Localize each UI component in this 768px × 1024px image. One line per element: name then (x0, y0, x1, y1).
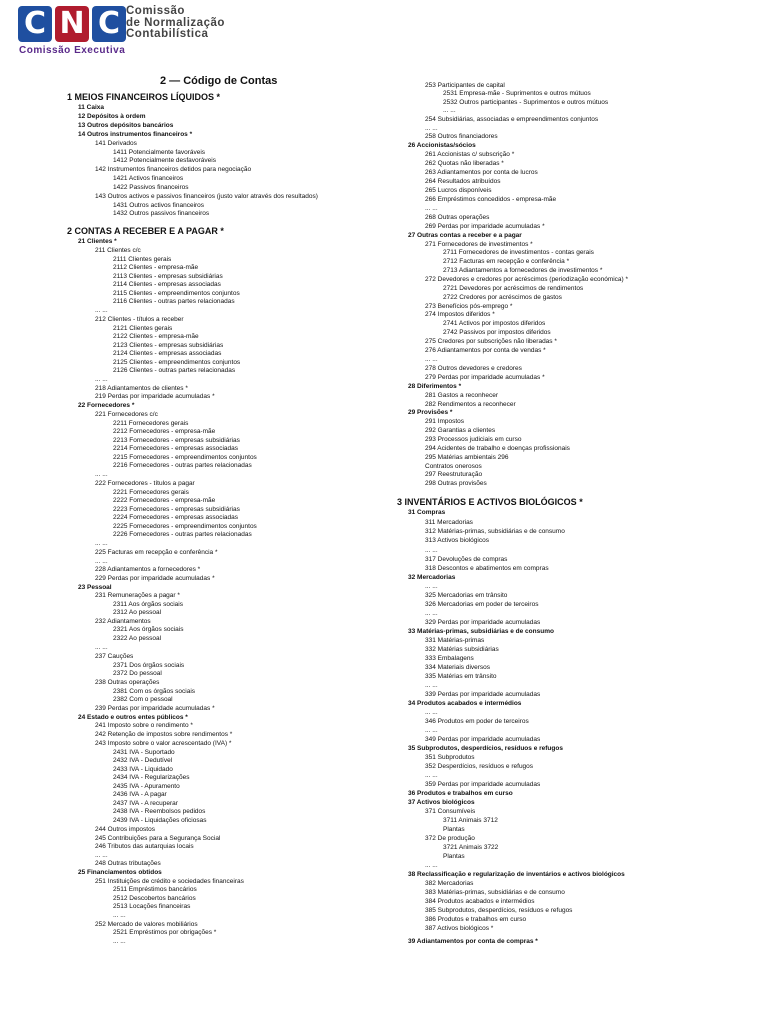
account-item: 2122 Clientes - empresa-mãe (113, 333, 199, 340)
account-item: 244 Outros impostos (95, 826, 155, 833)
account-item: 143 Outros activos e passivos financeiros (justo valor através dos resultados) (95, 193, 318, 200)
account-heading: 34 Produtos acabados e intermédios (408, 700, 522, 707)
account-item: ... ... (113, 912, 126, 919)
account-item: 1431 Outros activos financeiros (113, 202, 205, 209)
account-item: 325 Mercadorias em trânsito (425, 592, 508, 599)
account-item: 253 Participantes de capital (425, 82, 505, 89)
account-item: ... ... (425, 682, 438, 689)
account-item: ... ... (443, 107, 456, 114)
account-item: 212 Clientes - títulos a receber (95, 316, 184, 323)
logo-letters (18, 6, 126, 42)
account-item: ... ... (95, 307, 108, 314)
cnc-logo (18, 6, 258, 54)
account-item: 278 Outros devedores e credores (425, 365, 522, 372)
account-item: 294 Acidentes de trabalho e doenças profissionais (425, 445, 570, 452)
account-item: 238 Outras operações (95, 679, 160, 686)
account-heading: 36 Produtos e trabalhos em curso (408, 790, 513, 797)
account-item: 243 Imposto sobre o valor acrescentado (IVA) * (95, 740, 232, 747)
account-item: 2214 Fornecedores - empresas associadas (113, 445, 239, 452)
account-item: 2111 Clientes gerais (113, 256, 172, 263)
account-item: 351 Subprodutos (425, 754, 475, 761)
account-item: 2114 Clientes - empresas associadas (113, 281, 221, 288)
account-item: 275 Credores por subscrições não liberadas * (425, 338, 557, 345)
account-item: 334 Materiais diversos (425, 664, 491, 671)
account-item: 2438 IVA - Reembolsos pedidos (113, 808, 206, 815)
account-item: ... ... (95, 471, 108, 478)
account-item: 265 Lucros disponíveis (425, 187, 492, 194)
account-heading: 39 Adiantamentos por conta de compras * (408, 938, 538, 945)
account-item: 222 Fornecedores - títulos a pagar (95, 480, 195, 487)
account-item: 2371 Dos órgãos sociais (113, 662, 185, 669)
account-item: 2212 Fornecedores - empresa-mãe (113, 428, 216, 435)
account-item: 2532 Outros participantes - Suprimentos e outros mútuos (443, 99, 609, 106)
account-item: ... ... (425, 727, 438, 734)
account-heading: 21 Clientes * (78, 238, 117, 245)
org-name (126, 6, 225, 41)
account-item: 329 Perdas por imparidade acumuladas (425, 619, 541, 626)
account-item: Plantas (443, 853, 465, 860)
account-heading: 28 Diferimentos * (408, 383, 462, 390)
account-heading: 23 Pessoal (78, 584, 112, 591)
account-heading: 37 Activos biológicos (408, 799, 475, 806)
account-item: 2116 Clientes - outras partes relacionadas (113, 298, 235, 305)
account-heading: 27 Outras contas a receber e a pagar (408, 232, 522, 239)
account-item: 246 Tributos das autarquias locais (95, 843, 194, 850)
account-item: ... ... (425, 709, 438, 716)
account-item: 237 Cauções (95, 653, 134, 660)
account-item: 2742 Passivos por impostos diferidos (443, 329, 551, 336)
account-heading: 22 Fornecedores * (78, 402, 135, 409)
account-item: ... ... (425, 610, 438, 617)
account-item: 349 Perdas por imparidade acumuladas (425, 736, 541, 743)
account-item: 2311 Aos órgãos sociais (113, 601, 183, 608)
account-item: 2435 IVA - Apuramento (113, 783, 180, 790)
account-item: 359 Perdas por imparidade acumuladas (425, 781, 541, 788)
account-item: 2439 IVA - Liquidações oficiosas (113, 817, 207, 824)
account-item: 311 Mercadorias (425, 519, 473, 526)
account-item: 261 Accionistas c/ subscrição * (425, 151, 515, 158)
account-heading: 33 Matérias-primas, subsidiárias e de consumo (408, 628, 554, 635)
account-item: 239 Perdas por imparidade acumuladas * (95, 705, 215, 712)
account-item: ... ... (425, 772, 438, 779)
account-item: 298 Outras provisões (425, 480, 487, 487)
account-item: 295 Matérias ambientais 296 (425, 454, 509, 461)
account-item: 2126 Clientes - outras partes relacionadas (113, 367, 236, 374)
account-item: 1422 Passivos financeiros (113, 184, 189, 191)
account-heading: 32 Mercadorias (408, 574, 456, 581)
account-item: 2215 Fornecedores - empreendimentos conjuntos (113, 454, 257, 461)
account-item: 2712 Facturas em recepção e conferência * (443, 258, 570, 265)
account-item: ... ... (425, 583, 438, 590)
account-item: 273 Benefícios pós-emprego * (425, 303, 513, 310)
account-item: 274 Impostos diferidos * (425, 311, 495, 318)
account-item: 371 Consumíveis (425, 808, 476, 815)
account-heading: 31 Compras (408, 509, 446, 516)
account-item: 317 Devoluções de compras (425, 556, 508, 563)
account-item: 3721 Animais 3722 (443, 844, 499, 851)
account-item: 2433 IVA - Liquidado (113, 766, 173, 773)
account-item: 383 Matérias-primas, subsidiárias e de consumo (425, 889, 565, 896)
account-item: 211 Clientes c/c (95, 247, 141, 254)
account-item: 2211 Fornecedores gerais (113, 420, 189, 427)
account-item: 2713 Adiantamentos a fornecedores de investimentos * (443, 267, 603, 274)
account-item: 282 Rendimentos a reconhecer (425, 401, 516, 408)
account-item: 2722 Credores por acréscimos de gastos (443, 294, 562, 301)
account-item: 335 Matérias em trânsito (425, 673, 497, 680)
account-item: 2436 IVA - A pagar (113, 791, 167, 798)
account-item: 264 Resultados atribuídos (425, 178, 501, 185)
account-item: 2432 IVA - Dedutível (113, 757, 173, 764)
account-heading: 1 MEIOS FINANCEIROS LÍQUIDOS * (67, 92, 221, 102)
account-item: 2222 Fornecedores - empresa-mãe (113, 497, 216, 504)
account-item: ... ... (113, 938, 126, 945)
account-item: ... ... (425, 547, 438, 554)
account-item: 333 Embalagens (425, 655, 474, 662)
account-heading: 13 Outros depósitos bancários (78, 122, 174, 129)
account-item: 2711 Fornecedores de investimentos - contas gerais (443, 249, 594, 256)
account-item: ... ... (95, 852, 108, 859)
account-item: 252 Mercado de valores mobiliários (95, 921, 198, 928)
account-item: 339 Perdas por imparidade acumuladas (425, 691, 541, 698)
account-item: 258 Outros financiadores (425, 133, 498, 140)
account-item: 241 Imposto sobre o rendimento * (95, 722, 193, 729)
account-item: 263 Adiantamentos por conta de lucros (425, 169, 538, 176)
account-item: ... ... (425, 356, 438, 363)
org-name-line-3: Contabilística (126, 28, 209, 40)
account-item: ... ... (425, 125, 438, 132)
account-item: 2312 Ao pessoal (113, 609, 162, 616)
account-item: 2382 Com o pessoal (113, 696, 173, 703)
account-item: 1421 Activos financeiros (113, 175, 184, 182)
account-heading: 14 Outros instrumentos financeiros * (78, 131, 193, 138)
account-item: 232 Adiantamentos (95, 618, 151, 625)
account-item: 1411 Potencialmente favoráveis (113, 149, 206, 156)
account-item: 352 Desperdícios, resíduos e refugos (425, 763, 534, 770)
account-item: ... ... (95, 540, 108, 547)
account-item: Plantas (443, 826, 465, 833)
account-item: 313 Activos biológicos (425, 537, 489, 544)
account-item: 219 Perdas por imparidade acumuladas * (95, 393, 215, 400)
account-item: 2512 Descobertos bancários (113, 895, 196, 902)
account-heading: 25 Financiamentos obtidos (78, 869, 162, 876)
account-item: 2372 Do pessoal (113, 670, 162, 677)
account-item: 1432 Outros passivos financeiros (113, 210, 210, 217)
account-item: 2321 Aos órgãos sociais (113, 626, 184, 633)
account-item: 245 Contribuições para a Segurança Social (95, 835, 221, 842)
account-item: 293 Processos judiciais em curso (425, 436, 522, 443)
account-item: 281 Gastos a reconhecer (425, 392, 498, 399)
account-item: 269 Perdas por imparidade acumuladas * (425, 223, 545, 230)
account-item: 3711 Animais 3712 (443, 817, 498, 824)
org-name-line-2: de Normalização (126, 16, 225, 29)
account-item: 2381 Com os órgãos sociais (113, 688, 196, 695)
account-item: 142 Instrumentos financeiros detidos para negociação (95, 166, 252, 173)
logo-letter-n: N (55, 6, 89, 42)
account-item: 251 Instituições de crédito e sociedades financeiras (95, 878, 244, 885)
account-item: 385 Subprodutos, desperdícios, resíduos e refugos (425, 907, 573, 914)
account-item: 2431 IVA - Suportado (113, 749, 175, 756)
account-item: 2125 Clientes - empreendimentos conjuntos (113, 359, 241, 366)
account-item: 2224 Fornecedores - empresas associadas (113, 514, 239, 521)
account-item: 268 Outras operações (425, 214, 490, 221)
account-item: 2115 Clientes - empreendimentos conjuntos (113, 290, 240, 297)
account-item: 2322 Ao pessoal (113, 635, 162, 642)
account-item: 346 Produtos em poder de terceiros (425, 718, 529, 725)
account-heading: 38 Reclassificação e regularização de inventários e activos biológicos (408, 871, 625, 878)
account-heading: 12 Depósitos à ordem (78, 113, 146, 120)
account-item: 2226 Fornecedores - outras partes relacionadas (113, 531, 252, 538)
account-item: 387 Activos biológicos * (425, 925, 494, 932)
account-item: 276 Adiantamentos por conta de vendas * (425, 347, 546, 354)
account-item: 2511 Empréstimos bancários (113, 886, 197, 893)
account-item: 384 Produtos acabados e intermédios (425, 898, 535, 905)
logo-letter-c2: C (92, 6, 126, 42)
account-item: 2741 Activos por impostos diferidos (443, 320, 546, 327)
document-title: 2 — Código de Contas (160, 75, 278, 87)
account-heading: 29 Provisões * (408, 409, 453, 416)
account-item: ... ... (95, 644, 108, 651)
account-item: 225 Facturas em recepção e conferência * (95, 549, 218, 556)
account-item: 2223 Fornecedores - empresas subsidiárias (113, 506, 240, 513)
account-item: 2113 Clientes - empresas subsidiárias (113, 273, 223, 280)
account-item: 2434 IVA - Regularizações (113, 774, 190, 781)
account-item: 318 Descontos e abatimentos em compras (425, 565, 549, 572)
account-item: 1412 Potencialmente desfavoráveis (113, 157, 216, 164)
account-item: 266 Empréstimos concedidos - empresa-mãe (425, 196, 557, 203)
account-item: 248 Outras tributações (95, 860, 161, 867)
account-item: 2531 Empresa-mãe - Suprimentos e outros mútuos (443, 90, 591, 97)
account-item: 2112 Clientes - empresa-mãe (113, 264, 199, 271)
account-item: 218 Adiantamentos de clientes * (95, 385, 188, 392)
account-item: ... ... (95, 376, 108, 383)
account-item: 331 Matérias-primas (425, 637, 485, 644)
account-item: 332 Matérias subsidiárias (425, 646, 499, 653)
account-heading: 26 Accionistas/sócios (408, 142, 476, 149)
account-item: 228 Adiantamentos a fornecedores * (95, 566, 201, 573)
account-item: 312 Matérias-primas, subsidiárias e de consumo (425, 528, 565, 535)
account-heading: 3 INVENTÁRIOS E ACTIVOS BIOLÓGICOS * (397, 497, 583, 507)
account-item: 2721 Devedores por acréscimos de rendimentos (443, 285, 584, 292)
account-item: ... ... (425, 205, 438, 212)
account-item: 297 Reestruturação (425, 471, 483, 478)
account-item: 326 Mercadorias em poder de terceiros (425, 601, 539, 608)
account-item: 2513 Locações financeiras (113, 903, 191, 910)
account-item: 292 Garantias a clientes (425, 427, 496, 434)
account-item: 2437 IVA - A recuperar (113, 800, 178, 807)
account-heading: 24 Estado e outros entes públicos * (78, 714, 188, 721)
account-item: 221 Fornecedores c/c (95, 411, 158, 418)
account-heading: 2 CONTAS A RECEBER E A PAGAR * (67, 226, 224, 236)
account-item: 2216 Fornecedores - outras partes relacionadas (113, 462, 252, 469)
account-item: 262 Quotas não liberadas * (425, 160, 504, 167)
account-item: 254 Subsidiárias, associadas e empreendimentos conjuntos (425, 116, 599, 123)
logo-letter-c1: C (18, 6, 52, 42)
account-heading: 35 Subprodutos, desperdícios, resíduos e refugos (408, 745, 563, 752)
org-subtitle: Comissão Executiva (19, 45, 126, 56)
account-item: 386 Produtos e trabalhos em curso (425, 916, 527, 923)
account-item: 231 Remunerações a pagar * (95, 592, 180, 599)
account-item: 2221 Fornecedores gerais (113, 489, 189, 496)
account-item: ... ... (95, 558, 108, 565)
account-item: 291 Impostos (425, 418, 465, 425)
account-item: 2123 Clientes - empresas subsidiárias (113, 342, 224, 349)
account-item: 229 Perdas por imparidade acumuladas * (95, 575, 215, 582)
account-item: 279 Perdas por imparidade acumuladas * (425, 374, 545, 381)
account-item: 2521 Empréstimos por obrigações * (113, 929, 217, 936)
account-item: 141 Derivados (95, 140, 137, 147)
account-item: 242 Retenção de impostos sobre rendimentos * (95, 731, 233, 738)
account-item: 372 De produção (425, 835, 475, 842)
account-item: 2213 Fornecedores - empresas subsidiárias (113, 437, 240, 444)
account-item: 2225 Fornecedores - empreendimentos conjuntos (113, 523, 257, 530)
account-item: 272 Devedores e credores por acréscimos (periodização económica) * (425, 276, 629, 283)
account-item: Contratos onerosos (425, 463, 482, 470)
account-item: 2124 Clientes - empresas associadas (113, 350, 222, 357)
account-item: 382 Mercadorias (425, 880, 474, 887)
org-name-line-1: Comissão (126, 5, 185, 17)
account-item: ... ... (425, 862, 438, 869)
account-item: 271 Fornecedores de investimentos * (425, 241, 533, 248)
account-heading: 11 Caixa (78, 104, 105, 111)
account-item: 2121 Clientes gerais (113, 325, 173, 332)
